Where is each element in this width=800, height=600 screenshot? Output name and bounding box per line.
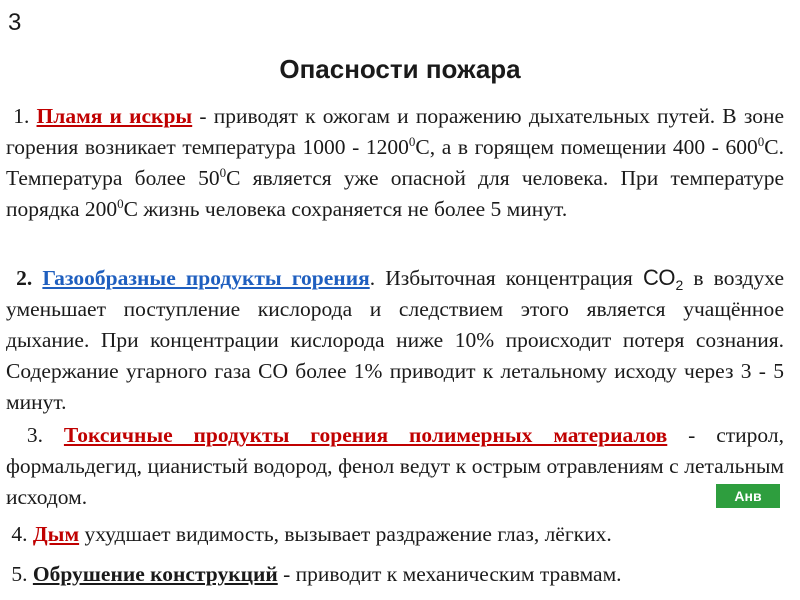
co2-formula bbox=[642, 265, 684, 293]
hazard-item-gases bbox=[6, 262, 784, 418]
item-text: - приводят к ожогам и поражению дыхательных путей. В зоне горения возникает температура 1000 - 1200 bbox=[6, 104, 785, 159]
item-text: С жизнь человека сохраняется не более 5 минут. bbox=[123, 197, 568, 221]
item-number: 2. bbox=[16, 266, 33, 290]
item-number: 3. bbox=[26, 423, 44, 447]
hazard-item-collapse bbox=[6, 559, 784, 590]
item-text: в воздухе уменьшает поступление кислорода и следствием этого является учащённое дыхание. При концентрации кислорода ниже 10% происходит потеря сознания. Содержание угарного газа СО более 1% приводит к летальному исходу через 3 - 5 минут. bbox=[6, 266, 784, 414]
item-text: - приводит к механическим травмам. bbox=[277, 562, 622, 586]
item-number: 4. bbox=[11, 522, 28, 546]
slide-number: 3 bbox=[8, 9, 22, 36]
degree-superscript: 0 bbox=[757, 134, 765, 149]
item-text: С является уже опасной для человека. При температуре порядка 200 bbox=[6, 166, 785, 221]
co2-subscript: 2 bbox=[675, 277, 684, 293]
degree-superscript: 0 bbox=[117, 196, 124, 211]
degree-superscript: 0 bbox=[408, 134, 416, 149]
hazard-item-toxic bbox=[6, 420, 784, 513]
hazard-term-flame: Пламя и искры bbox=[36, 104, 193, 128]
page-title: Опасности пожара bbox=[279, 54, 521, 84]
hazard-item-smoke bbox=[6, 519, 784, 550]
hazard-term-gases: Газообразные продукты горения bbox=[42, 266, 370, 290]
item-text: . Избыточная концентрация bbox=[369, 266, 643, 290]
badge-button[interactable]: Анв bbox=[716, 484, 780, 508]
co2-main: СО bbox=[642, 265, 676, 290]
degree-superscript: 0 bbox=[219, 165, 227, 180]
item-text: - стирол, формальдегид, цианистый водород, фенол ведут к острым отравлениям с летальным исходом. bbox=[6, 423, 784, 509]
item-text: С, а в горящем помещении 400 - 600 bbox=[415, 135, 758, 159]
item-text: С. Температура более 50 bbox=[6, 135, 784, 190]
hazard-item-flame bbox=[6, 101, 784, 225]
item-text: ухудшает видимость, вызывает раздражение глаз, лёгких. bbox=[79, 522, 612, 546]
hazard-term-collapse: Обрушение конструкций bbox=[32, 562, 278, 586]
hazard-term-toxic: Токсичные продукты горения полимерных материалов bbox=[63, 423, 668, 447]
item-number: 5. bbox=[11, 562, 28, 586]
hazard-term-smoke: Дым bbox=[32, 522, 80, 546]
item-number: 1. bbox=[13, 104, 30, 128]
